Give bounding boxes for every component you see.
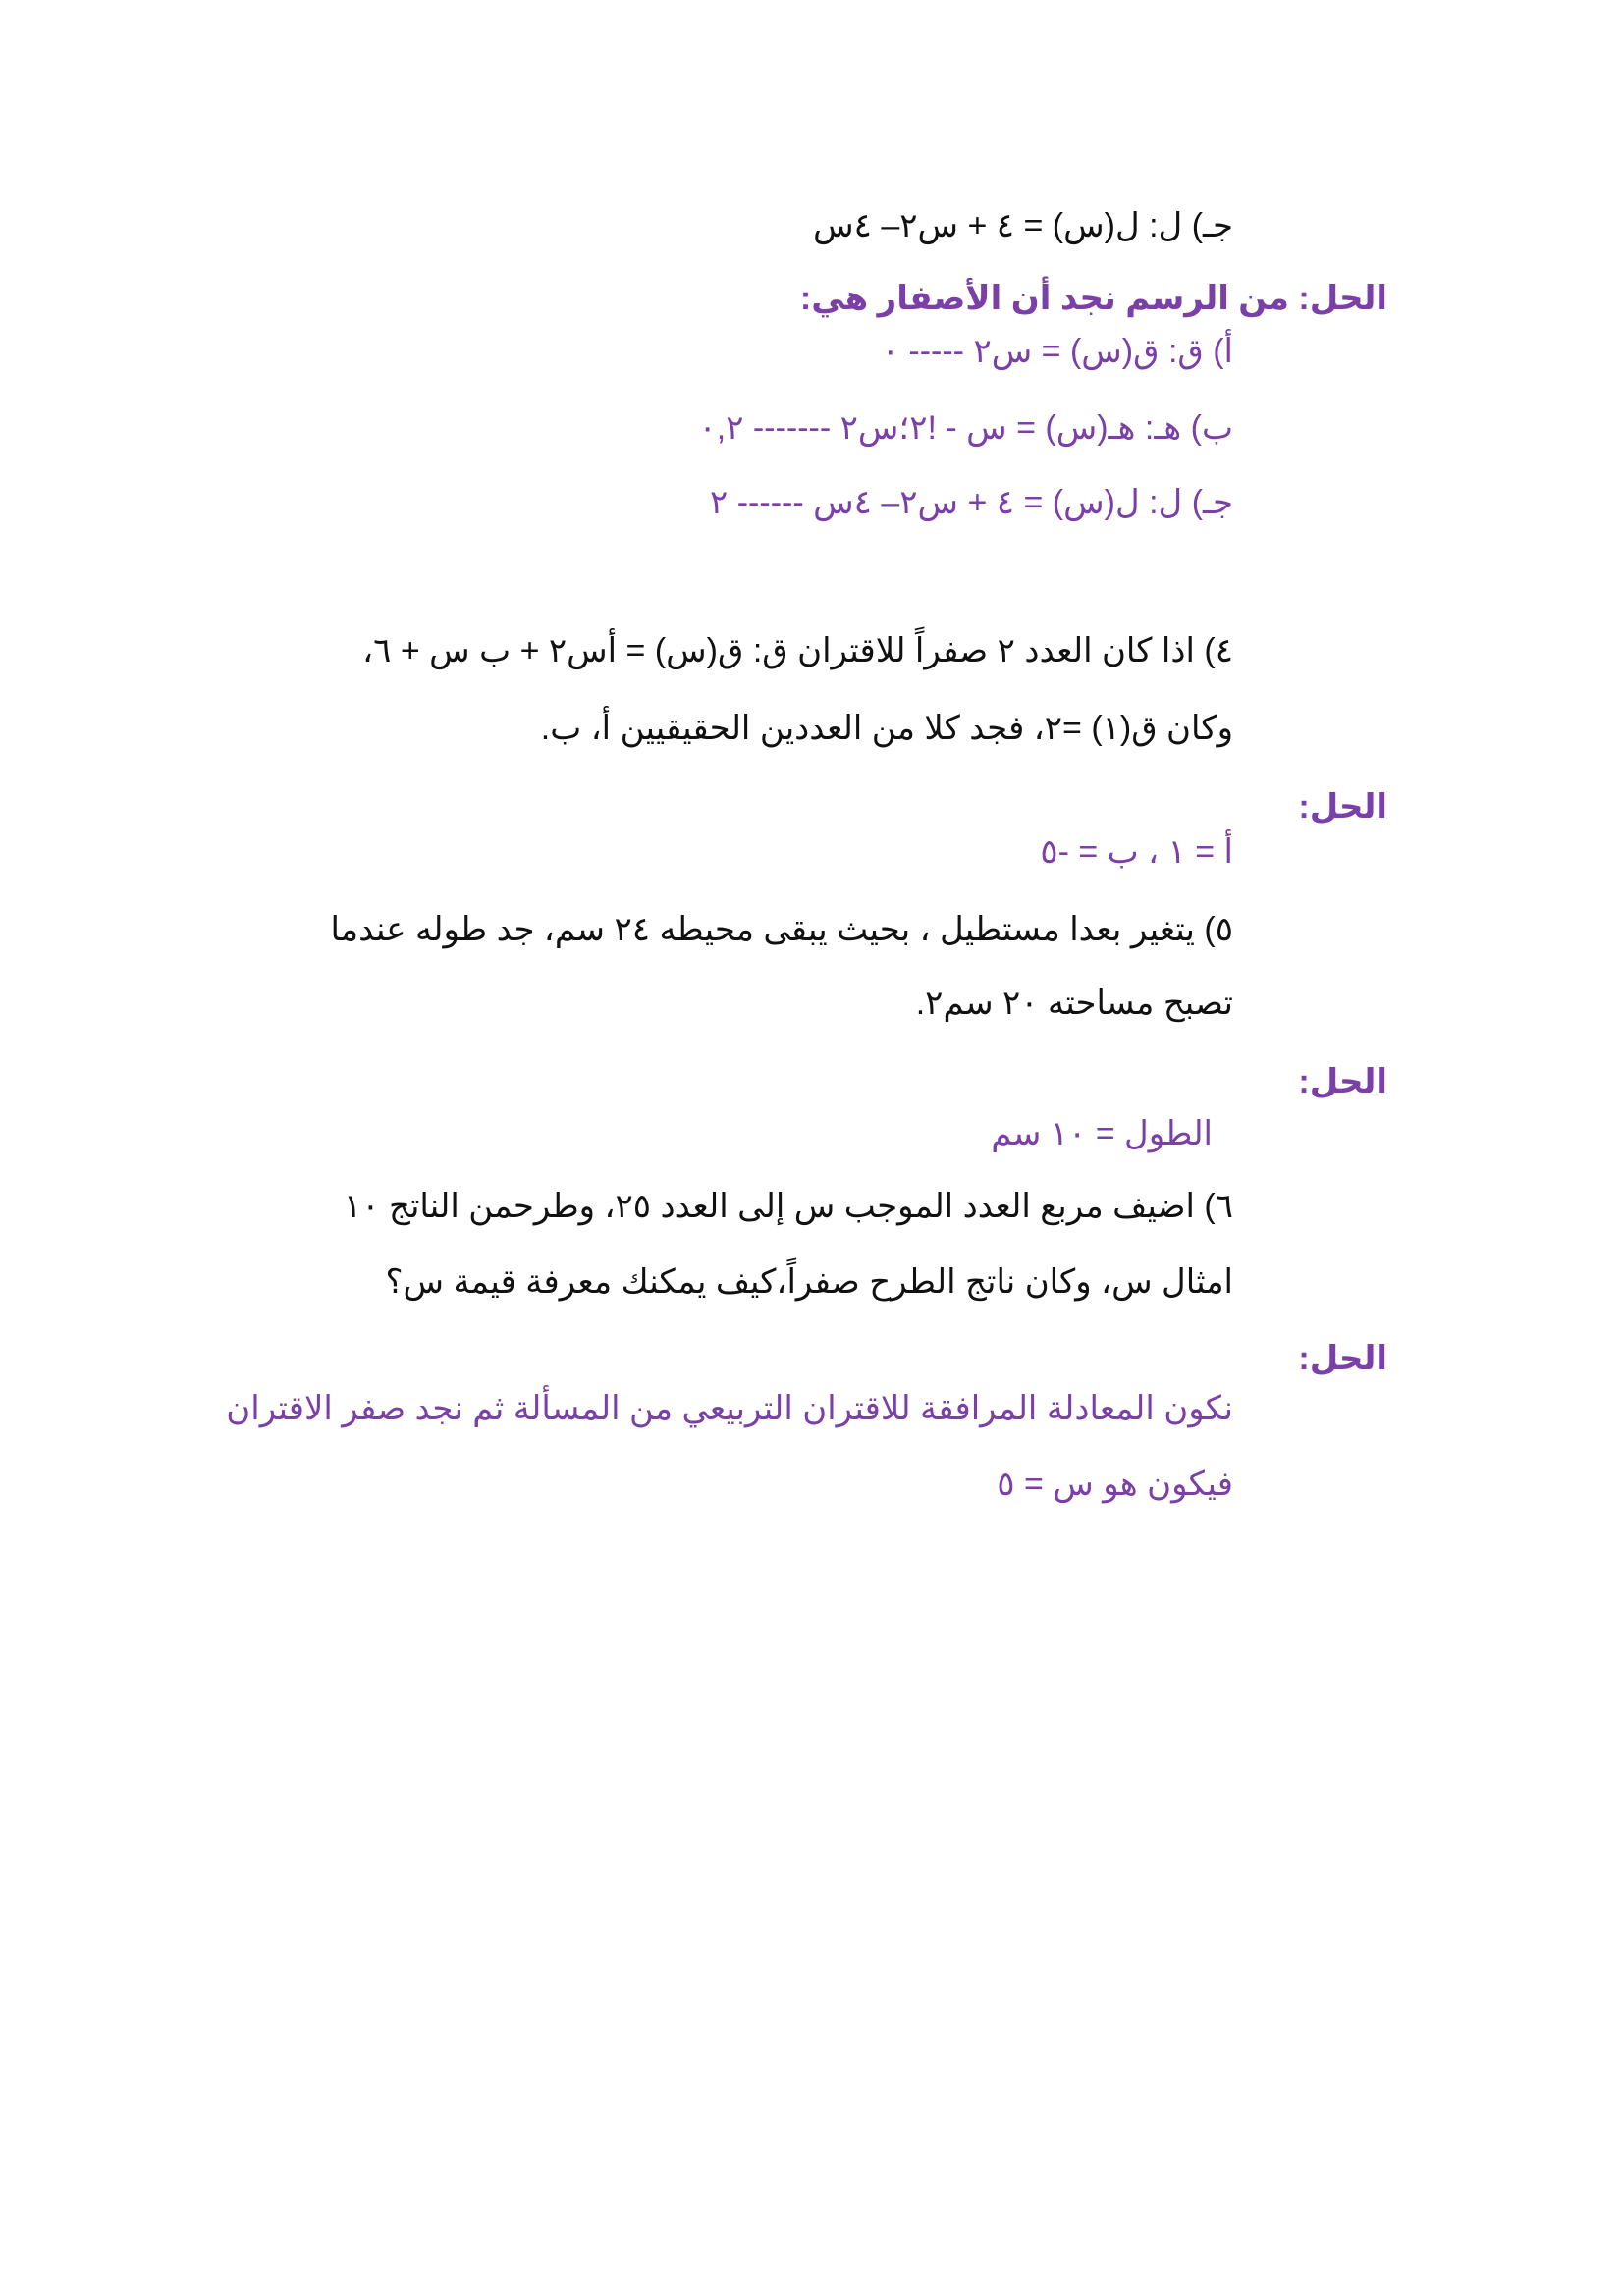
solution-intro: الحل: من الرسم نجد أن الأصفار هي: bbox=[799, 280, 1387, 317]
question-4-solution-label: الحل: bbox=[1298, 788, 1387, 826]
question-5-line-2: تصبح مساحته ٢٠ سم٢. bbox=[915, 985, 1233, 1022]
zero-line-b: ب) هـ: هـ(س) = س - !٢؛س٢ ------- ٠,٢ bbox=[698, 409, 1233, 447]
question-5-answer: الطول = ١٠ سم bbox=[991, 1115, 1213, 1152]
question-4-answer: أ = ١ ، ب = -٥ bbox=[1040, 833, 1233, 871]
question-6-solution-label: الحل: bbox=[1298, 1340, 1387, 1377]
question-5-solution-label: الحل: bbox=[1298, 1063, 1387, 1100]
zero-line-c: جـ) ل: ل(س) = ٤ + س٢– ٤س ------ ٢ bbox=[710, 484, 1233, 521]
question-6-line-2: امثال س، وكان ناتج الطرح صفراً،كيف يمكنك معرفة قيمة س؟ bbox=[385, 1263, 1233, 1301]
question-5-line-1: ٥) يتغير بعدا مستطيل ، بحيث يبقى محيطه ٢٤ سم، جد طوله عندما bbox=[330, 911, 1233, 948]
part-c-question: جـ) ل: ل(س) = ٤ + س٢– ٤س bbox=[813, 207, 1233, 244]
question-4-line-2: وكان ق(١) =٢، فجد كلا من العددين الحقيقيين أ، ب. bbox=[540, 710, 1233, 747]
question-6-answer-line-2: فيكون هو س = ٥ bbox=[997, 1466, 1233, 1503]
question-6-line-1: ٦) اضيف مربع العدد الموجب س إلى العدد ٢٥، وطرحمن الناتج ١٠ bbox=[344, 1188, 1233, 1225]
question-6-answer-line-1: نكون المعادلة المرافقة للاقتران التربيعي من المسألة ثم نجد صفر الاقتران bbox=[226, 1390, 1233, 1427]
zero-line-a: أ) ق: ق(س) = س٢ ----- ٠ bbox=[881, 333, 1233, 370]
question-4-line-1: ٤) اذا كان العدد ٢ صفراً للاقتران ق: ق(س) = أس٢ + ب س + ٦، bbox=[362, 632, 1233, 669]
